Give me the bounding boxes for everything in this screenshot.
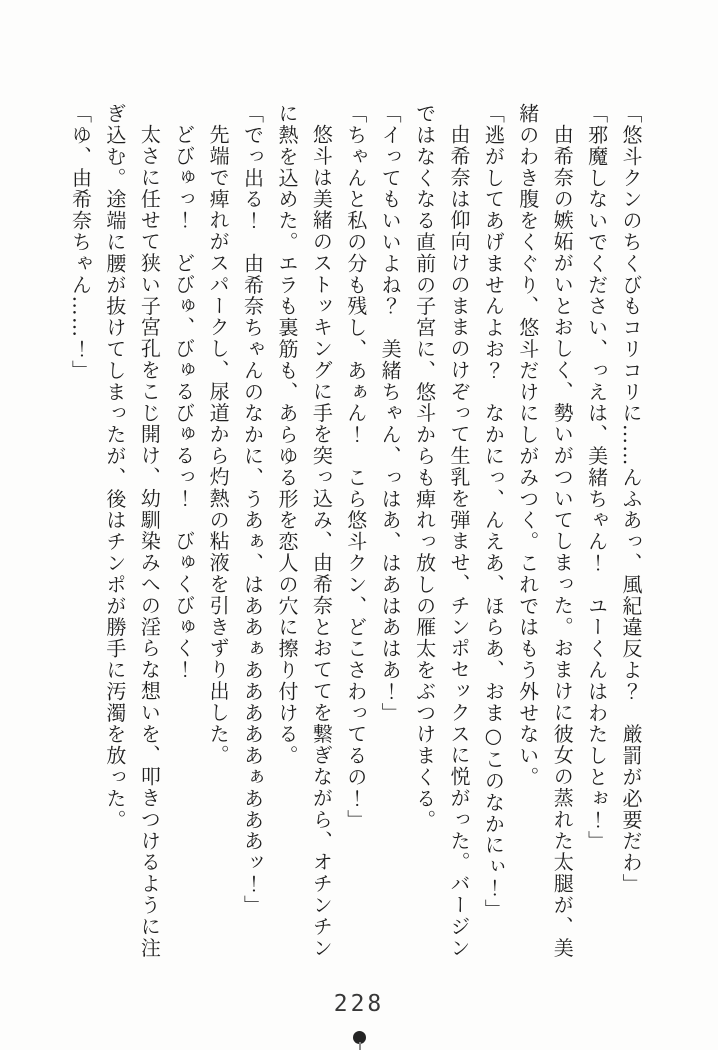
binding-mark — [349, 1030, 369, 1050]
text-line-2: 「邪魔しないでください、っえは、美緒ちゃん！ ユーくんはわたしとぉ！」 — [584, 103, 609, 852]
page-number: 228 — [333, 991, 385, 1017]
text-line-15: 太さに任せて狭い子宮孔をこじ開け、幼馴染みへの淫らな想いを、叩きつけるように注 — [137, 124, 162, 959]
text-line-12: 「でっ出る！ 由希奈ちゃんのなかに、うあぁ、はああぁあああああぁあああッ！」 — [240, 103, 265, 917]
text-line-6: 由希奈は仰向けのままのけぞって生乳を弾ませ、チンポセックスに悦がった。バージン — [446, 124, 471, 959]
text-line-7: ではなくなる直前の子宮に、悠斗からも痺れっ放しの雁太をぶつけまくる。 — [412, 103, 437, 831]
text-line-4: 緒のわき腹をくぐり、悠斗だけにしがみつく。これではもう外せない。 — [515, 103, 540, 788]
binding-pin-line — [359, 1042, 361, 1050]
text-line-9: 「ちゃんと私の分も残し、あぁん！ こら悠斗クン、どこさわってるの！」 — [343, 103, 368, 831]
text-line-8: 「イってもいいよね？ 美緒ちゃん、っはあ、はあはあはあ！」 — [378, 103, 403, 724]
text-line-3: 由希奈の嫉妬がいとおしく、勢いがついてしまった。おまけに彼女の蒸れた太腿が、美 — [550, 124, 575, 959]
page-text-block — [63, 103, 648, 965]
text-line-1: 「悠斗クンのちくびもコリコリに……んふあっ、風紀違反よ？ 厳罰が必要だわ」 — [619, 103, 643, 895]
text-line-10: 悠斗は美緒のストッキングに手を突っ込み、由希奈とおててを繋ぎながら、オチンチン — [309, 124, 334, 959]
text-line-16: ぎ込む。途端に腰が抜けてしまったが、後はチンポが勝手に汚濁を放った。 — [102, 103, 127, 831]
text-line-14: どびゅっ！ どびゅ、びゅるびゅるっ！ びゅくびゅく！ — [171, 124, 196, 681]
text-line-13: 先端で痺れがスパークし、尿道から灼熱の粘液を引きずり出した。 — [206, 124, 231, 766]
text-line-11: に熱を込めた。エラも裏筋も、あらゆる形を恋人の穴に擦り付ける。 — [274, 103, 299, 767]
text-line-17: 「ゆ、由希奈ちゃん……！」 — [68, 103, 93, 382]
text-line-5: 「逃がしてあげませんよお？ なかにっ、んえあ、ほらあ、おま○このなかにぃ！」 — [481, 103, 506, 921]
